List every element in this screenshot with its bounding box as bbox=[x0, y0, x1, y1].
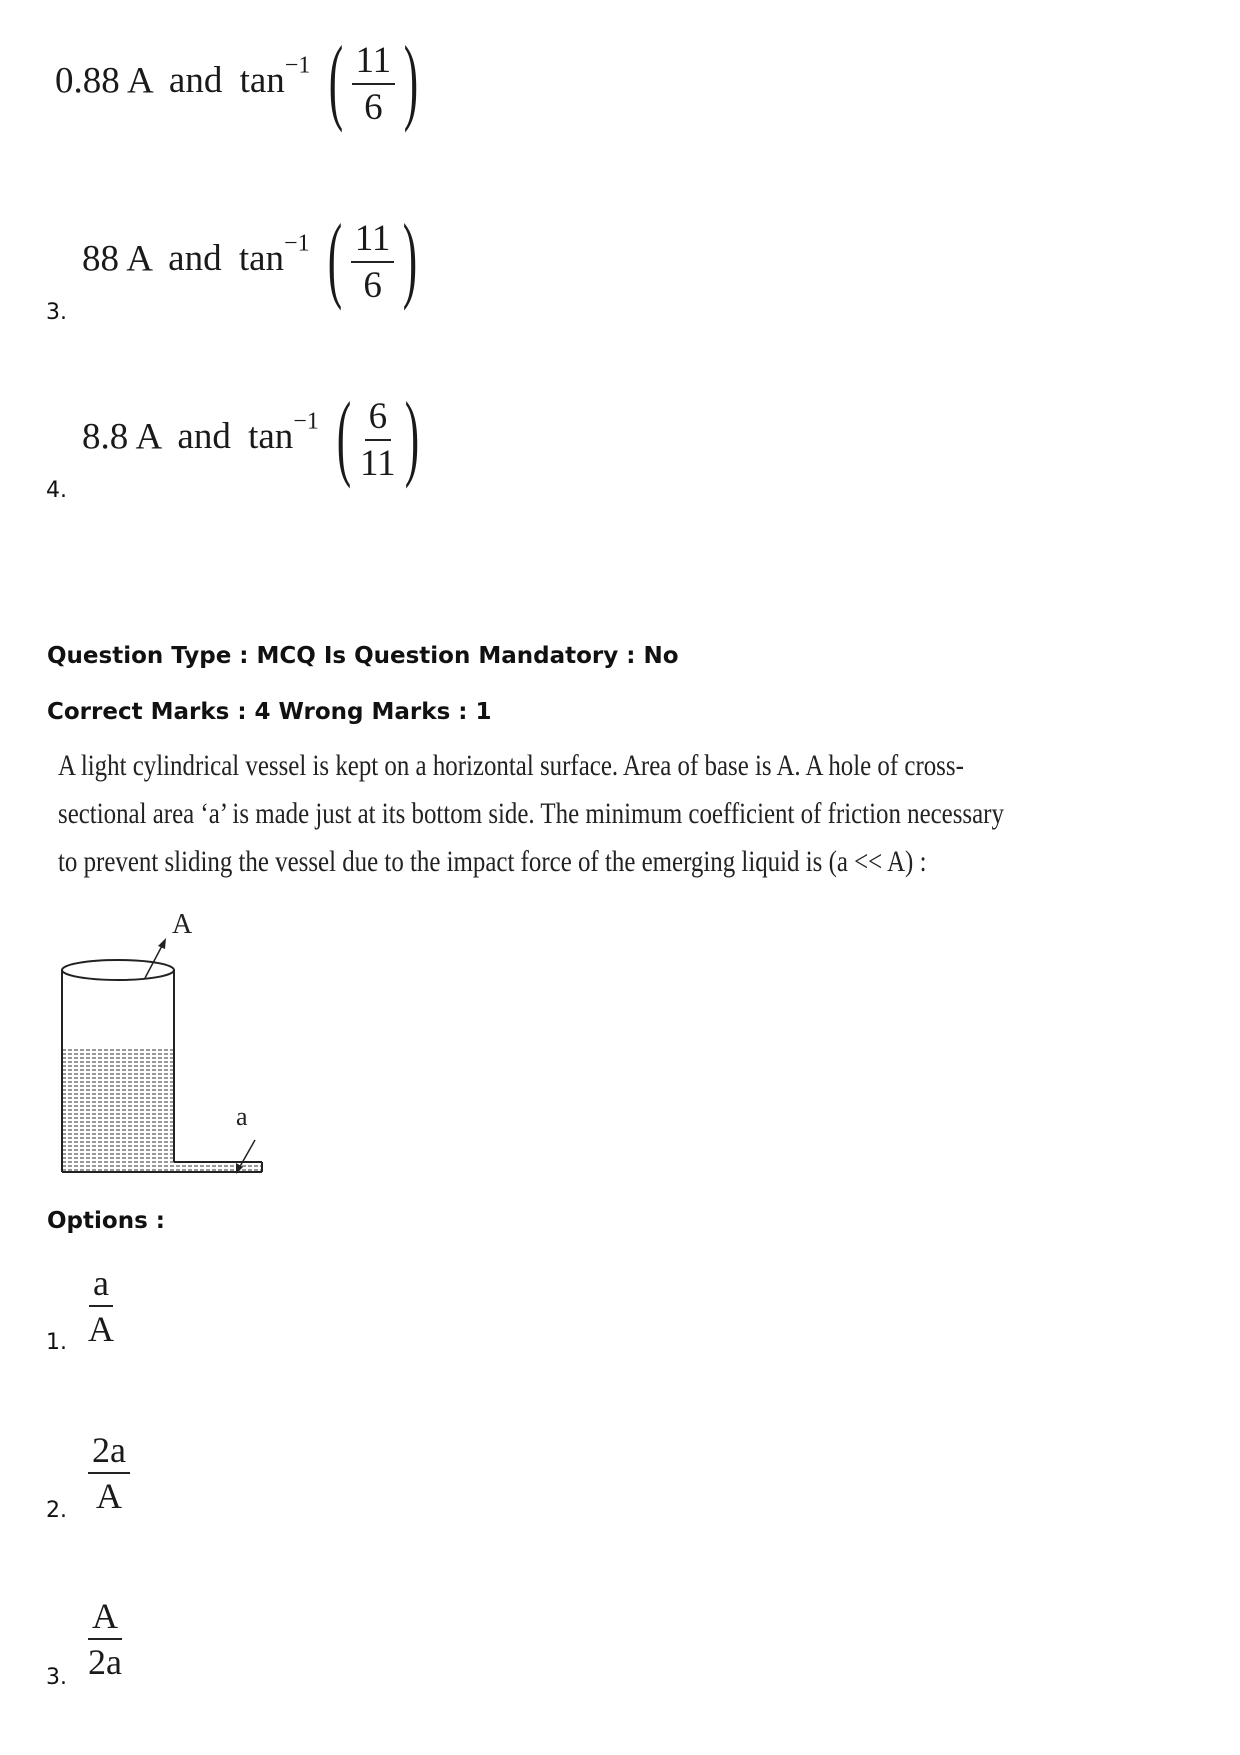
fraction-numerator: A bbox=[88, 1598, 122, 1640]
option-conj: and bbox=[177, 416, 231, 458]
fraction-denominator: A bbox=[88, 1309, 114, 1349]
question-marks-line: Correct Marks : 4 Wrong Marks : 1 bbox=[47, 699, 492, 725]
prev-option-expression-1 bbox=[55, 26, 427, 133]
prev-option-expression-3 bbox=[82, 204, 426, 311]
question-text-line: A light cylindrical vessel is kept on a horizontal surface. Area of base is A. A hole of cross- bbox=[58, 749, 964, 782]
option-3-expression[interactable] bbox=[88, 1598, 122, 1680]
paren-group: ( $\frac{11}{6}$ ) bbox=[327, 204, 418, 311]
outlet-liquid bbox=[174, 1162, 262, 1172]
paren-group: ( $\frac{11}{6}$ ) bbox=[328, 26, 419, 133]
vessel-top-rim bbox=[62, 960, 174, 980]
option-value: 88 A bbox=[82, 238, 151, 280]
question-type-line: Question Type : MCQ Is Question Mandatory : No bbox=[47, 643, 679, 669]
fraction-denominator: 2a bbox=[88, 1642, 122, 1682]
option-fraction bbox=[360, 398, 396, 482]
prev-option-number-4: 4. bbox=[46, 478, 67, 503]
prev-option-number-3: 3. bbox=[46, 300, 67, 325]
option-fraction bbox=[88, 1598, 122, 1680]
label-hole-a: a bbox=[236, 1102, 248, 1131]
liquid-fill bbox=[62, 1048, 174, 1172]
arrow-head-icon bbox=[158, 938, 166, 949]
options-label: Options : bbox=[47, 1208, 165, 1234]
prev-option-expression-4 bbox=[82, 382, 428, 489]
option-fraction bbox=[352, 42, 396, 126]
fraction-numerator: 11 bbox=[352, 42, 396, 85]
question-text-line: sectional area ‘a’ is made just at its bottom side. The minimum coefficient of friction necessary bbox=[58, 797, 1004, 830]
question-text-line: to prevent sliding the vessel due to the impact force of the emerging liquid is (a << A) : bbox=[58, 845, 927, 878]
option-exponent: −1 bbox=[284, 52, 311, 79]
fraction-denominator: A bbox=[95, 1476, 122, 1516]
option-func: tan bbox=[239, 60, 285, 102]
option-number-3[interactable]: 3. bbox=[46, 1665, 67, 1690]
option-exponent: −1 bbox=[284, 230, 310, 257]
option-conj: and bbox=[168, 60, 223, 102]
option-2-expression[interactable] bbox=[88, 1432, 130, 1514]
fraction-denominator: 11 bbox=[360, 443, 396, 484]
question-text bbox=[58, 742, 1004, 886]
option-number-2[interactable]: 2. bbox=[46, 1498, 67, 1523]
option-fraction bbox=[88, 1432, 130, 1514]
fraction-denominator: 6 bbox=[364, 87, 383, 128]
vessel-figure bbox=[50, 900, 270, 1190]
option-1-expression[interactable] bbox=[88, 1265, 114, 1347]
label-area-A: A bbox=[172, 909, 193, 940]
option-conj: and bbox=[168, 238, 222, 280]
option-func: tan bbox=[248, 416, 294, 458]
fraction-numerator: 6 bbox=[365, 398, 392, 441]
paren-group: ( $\frac{6}{11}$ ) bbox=[336, 382, 419, 489]
fraction-numerator: a bbox=[89, 1265, 113, 1307]
option-fraction bbox=[88, 1265, 114, 1347]
fraction-denominator: 6 bbox=[363, 265, 382, 306]
option-value: 8.8 A bbox=[82, 416, 161, 458]
option-value: 0.88 A bbox=[55, 60, 152, 102]
fraction-numerator: 2a bbox=[88, 1432, 130, 1474]
option-number-1[interactable]: 1. bbox=[46, 1330, 67, 1355]
option-exponent: −1 bbox=[293, 408, 319, 435]
option-fraction bbox=[351, 220, 395, 304]
fraction-numerator: 11 bbox=[351, 220, 395, 263]
option-func: tan bbox=[238, 238, 285, 280]
